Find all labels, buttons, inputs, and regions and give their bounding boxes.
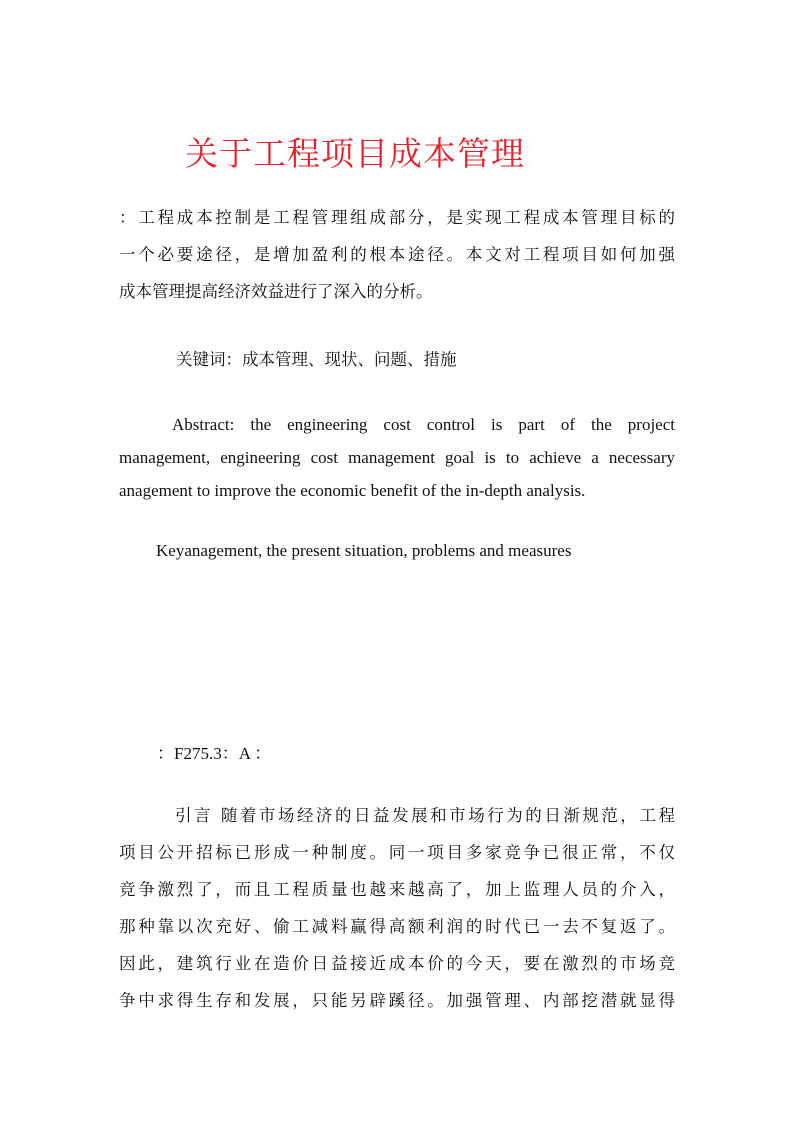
intro-line: 那种靠以次充好、偷工减料赢得高额利润的时代已一去不复返了。 (119, 917, 675, 936)
intro-line: 项目公开招标已形成一种制度。同一项目多家竞争已很正常，不仅 (119, 843, 675, 862)
abstract-en-line: management, engineering cost management goal is to achieve a necessary (119, 448, 675, 467)
intro-line: 争中求得生存和发展，只能另辟蹊径。加强管理、内部挖潜就显得 (119, 991, 675, 1010)
abstract-cn-line: ：工程成本控制是工程管理组成部分，是实现工程成本管理目标的 (119, 208, 675, 227)
abstract-cn (119, 199, 675, 310)
abstract-cn-line: 成本管理提高经济效益进行了深入的分析。 (119, 282, 433, 301)
abstract-cn-line: 一个必要途径，是增加盈利的根本途径。本文对工程项目如何加强 (119, 245, 675, 264)
abstract-en-line: anagement to improve the economic benefit of the in-depth analysis. (119, 481, 586, 500)
keywords-en: Keyanagement, the present situation, problems and measures (156, 541, 572, 560)
classification-line: ：F275.3：A ： (157, 744, 272, 763)
abstract-en-line: Abstract: the engineering cost control is part of the project (172, 415, 675, 434)
abstract-en (119, 408, 675, 507)
keywords-cn: 关键词：成本管理、现状、问题、措施 (176, 350, 457, 369)
document-title: 关于工程项目成本管理 (185, 134, 525, 173)
intro-paragraph (119, 797, 675, 1019)
intro-line: 竞争激烈了，而且工程质量也越来越高了，加上监理人员的介入， (119, 880, 675, 899)
intro-line: 因此，建筑行业在造价日益接近成本价的今天，要在激烈的市场竞 (119, 954, 675, 973)
intro-line: 引言 随着市场经济的日益发展和市场行为的日渐规范，工程 (175, 806, 675, 825)
